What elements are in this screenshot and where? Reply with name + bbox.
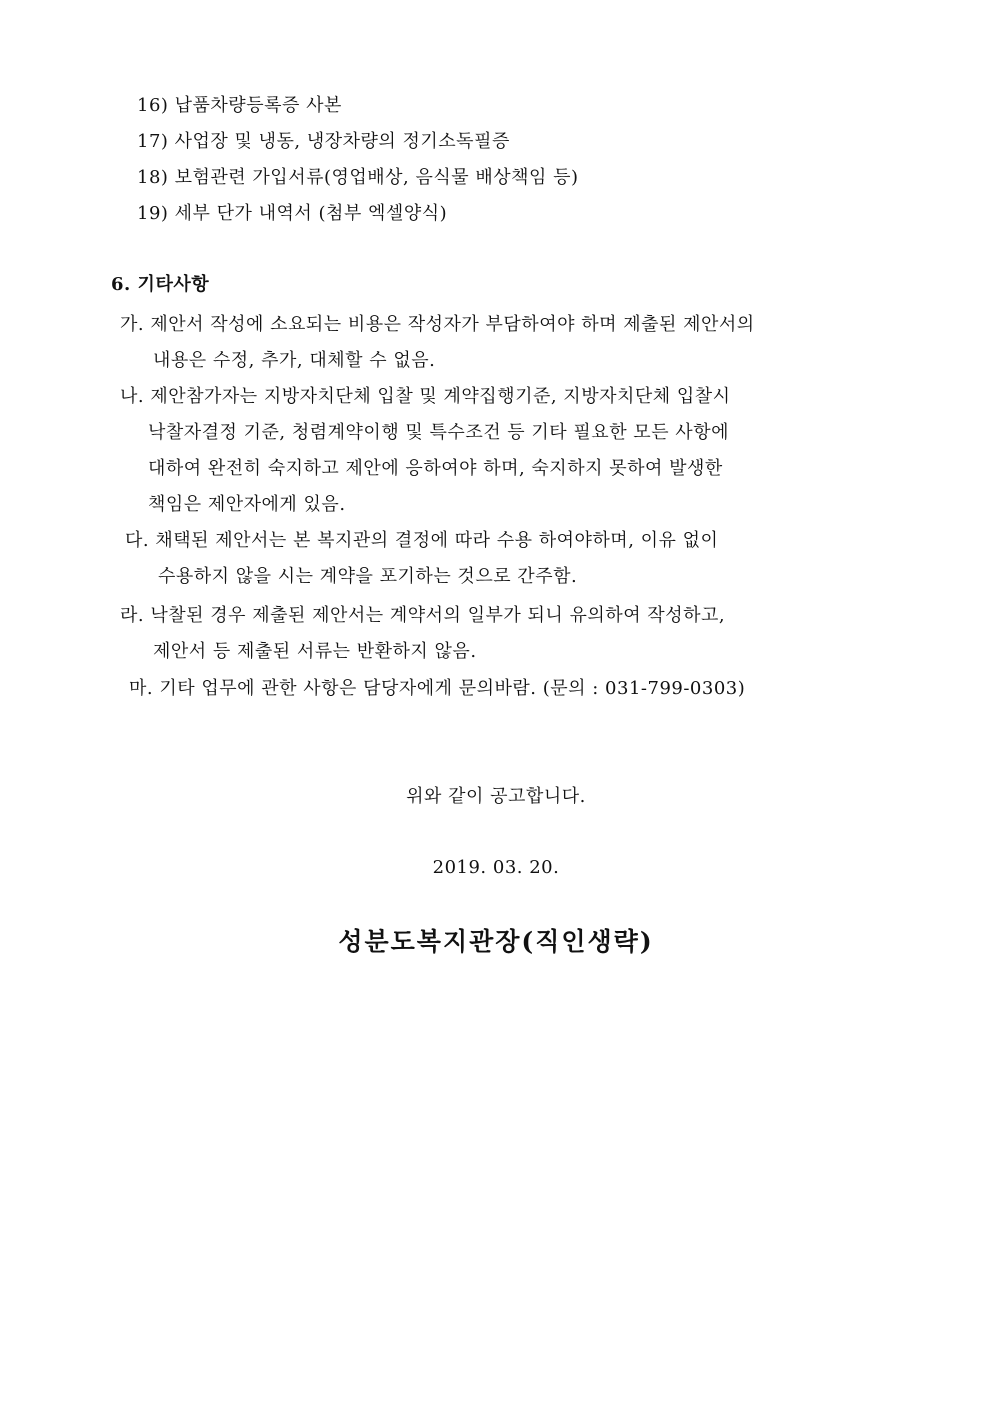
clause-na-line4: 책임은 제안자에게 있음. [148,494,346,515]
clause-ra-line1: 라. 낙찰된 경우 제출된 제안서는 계약서의 일부가 되니 유의하여 작성하고, [120,605,726,626]
clause-ga-line2: 내용은 수정, 추가, 대체할 수 없음. [153,350,436,371]
attachment-item-16: 16) 납품차량등록증 사본 [137,95,342,116]
issuer-signature: 성분도복지관장(직인생략) [338,927,654,956]
clause-na-line1: 나. 제안참가자는 지방자치단체 입찰 및 계약집행기준, 지방자치단체 입찰시 [120,386,731,407]
clause-da-line2: 수용하지 않을 시는 계약을 포기하는 것으로 간주함. [158,566,578,587]
attachment-item-17: 17) 사업장 및 냉동, 냉장차량의 정기소독필증 [137,131,510,152]
clause-da-line1: 다. 채택된 제안서는 본 복지관의 결정에 따라 수용 하여야하며, 이유 없이 [125,530,719,551]
closing-statement: 위와 같이 공고합니다. [406,786,586,807]
clause-ga-line1: 가. 제안서 작성에 소요되는 비용은 작성자가 부담하여야 하며 제출된 제안서의 [120,314,755,335]
attachment-item-18: 18) 보험관련 가입서류(영업배상, 음식물 배상책임 등) [137,167,579,188]
clause-na-line2: 낙찰자결정 기준, 청렴계약이행 및 특수조건 등 기타 필요한 모든 사항에 [148,422,729,443]
section-heading-other: 6. 기타사항 [111,274,210,295]
notice-date: 2019. 03. 20. [432,857,560,878]
clause-na-line3: 대하여 완전히 숙지하고 제안에 응하여야 하며, 숙지하지 못하여 발생한 [148,458,723,479]
clause-ra-line2: 제안서 등 제출된 서류는 반환하지 않음. [153,641,477,662]
attachment-item-19: 19) 세부 단가 내역서 (첨부 엑셀양식) [137,203,448,224]
clause-ma-line1: 마. 기타 업무에 관한 사항은 담당자에게 문의바람. (문의 : 031-799-0303) [129,678,746,699]
